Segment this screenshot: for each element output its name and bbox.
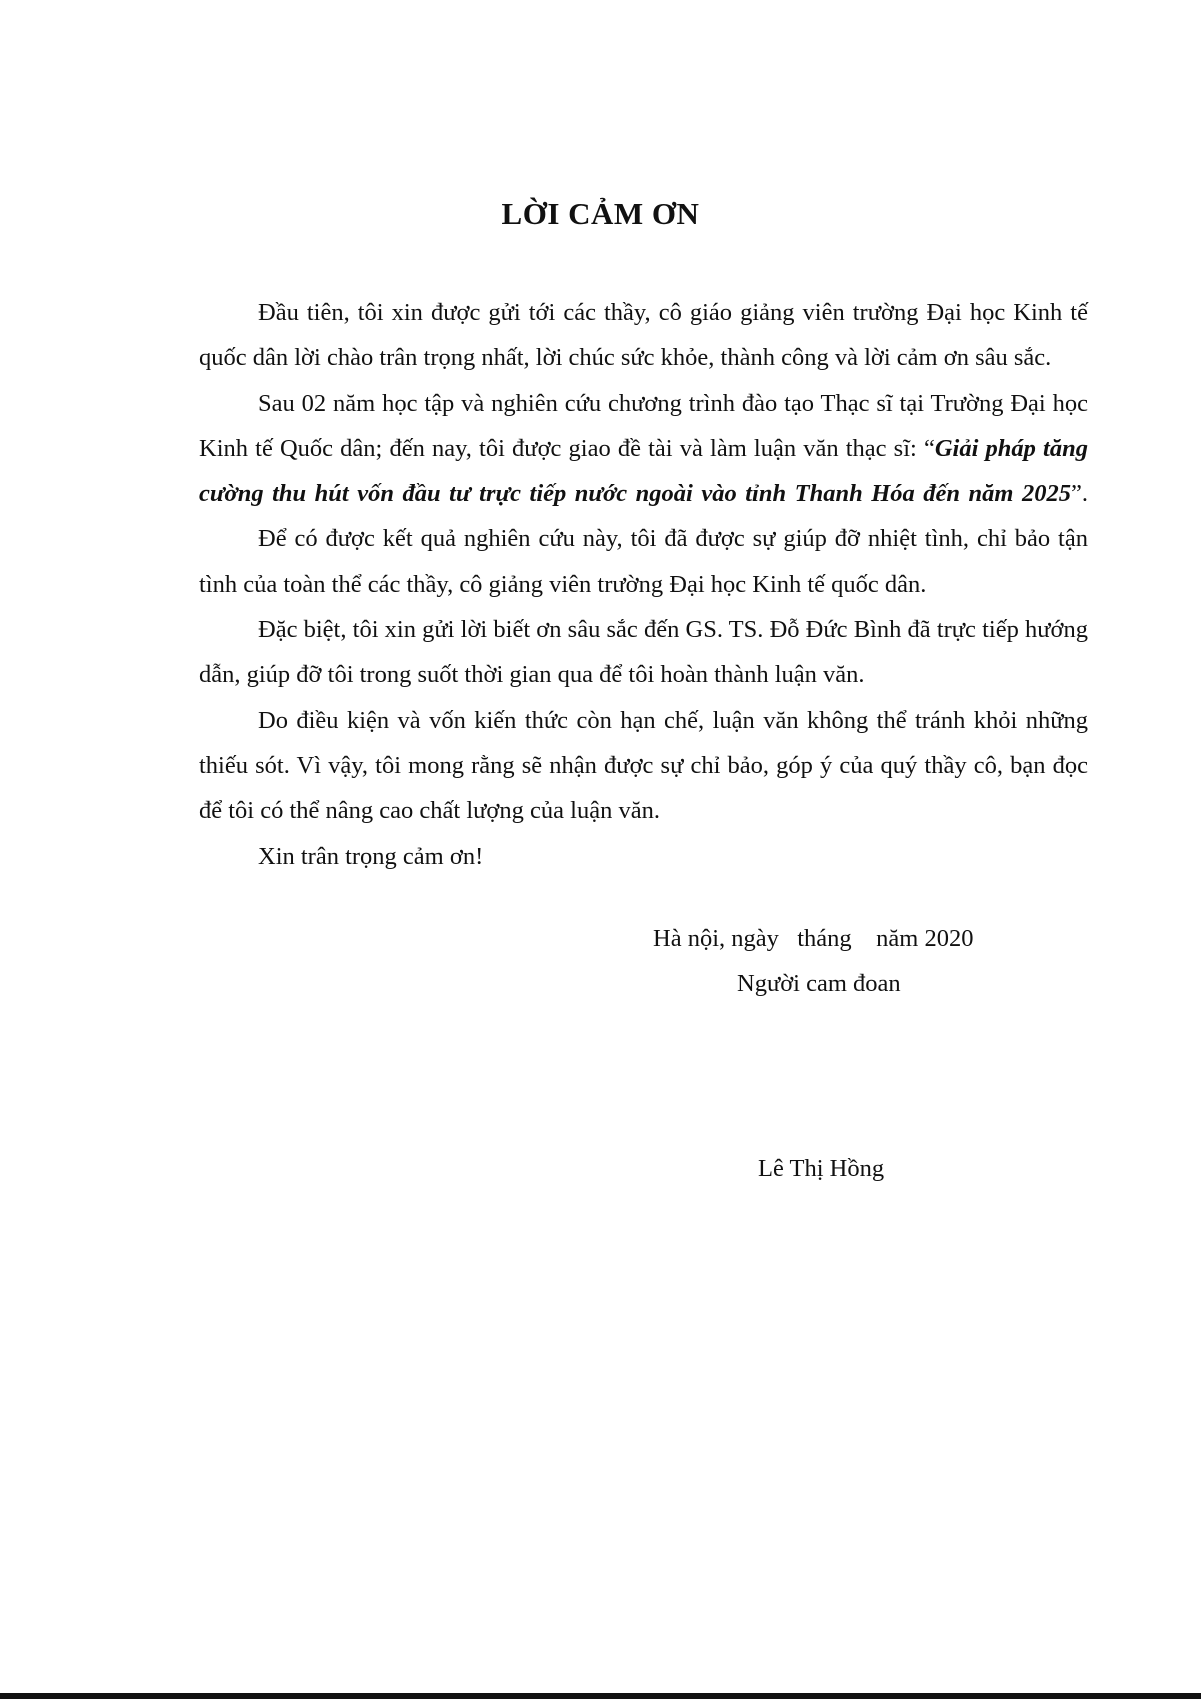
paragraph-greeting: Đầu tiên, tôi xin được gửi tới các thầy, cô giáo giảng viên trường Đại học Kinh tế quốc dân lời chào trân trọng nhất, lời chúc sức khỏe, thành công và lời cảm ơn sâu sắc.	[199, 299, 1088, 372]
thesis-title: Giải pháp tăng cường thu hút vốn đầu tư trực tiếp nước ngoài vào tỉnh Thanh Hóa đến năm 2025	[199, 434, 1088, 508]
paragraph-supervisor: Đặc biệt, tôi xin gửi lời biết ơn sâu sắc đến GS. TS. Đỗ Đức Bình đã trực tiếp hướng dẫn, giúp đỡ tôi trong suốt thời gian qua để tôi hoàn thành luận văn.	[199, 616, 1088, 689]
paragraph-support: Để có được kết quả nghiên cứu này, tôi đã được sự giúp đỡ nhiệt tình, chỉ bảo tận tình của toàn thể các thầy, cô giảng viên trường Đại học Kinh tế quốc dân.	[199, 525, 1088, 598]
bottom-edge-rule	[0, 1693, 1201, 1699]
paragraph-thesis	[199, 381, 1088, 517]
paragraph-thesis-intro: Sau 02 năm học tập và nghiên cứu chương trình đào tạo Thạc sĩ tại Trường Đại học Kinh tế Quốc dân; đến nay, tôi được giao đề tài và làm luận văn thạc sĩ:	[199, 389, 1088, 462]
signature-role: Người cam đoan	[737, 970, 901, 997]
page-title: LỜI CẢM ƠN	[501, 196, 700, 231]
document-body	[199, 290, 1088, 879]
paragraph-closing: Xin trân trọng cảm ơn!	[258, 842, 484, 870]
open-quote: “	[923, 434, 935, 462]
close-quote: ”.	[1071, 480, 1088, 508]
signature-name: Lê Thị Hồng	[758, 1155, 885, 1182]
signature-place-date: Hà nội, ngày tháng năm 2020	[653, 925, 974, 952]
paragraph-limitations: Do điều kiện và vốn kiến thức còn hạn chế, luận văn không thể tránh khỏi những thiếu sót. Vì vậy, tôi mong rằng sẽ nhận được sự chỉ bảo, góp ý của quý thầy cô, bạn đọc để tôi có thể nâng cao chất lượng của luận văn.	[199, 706, 1088, 825]
